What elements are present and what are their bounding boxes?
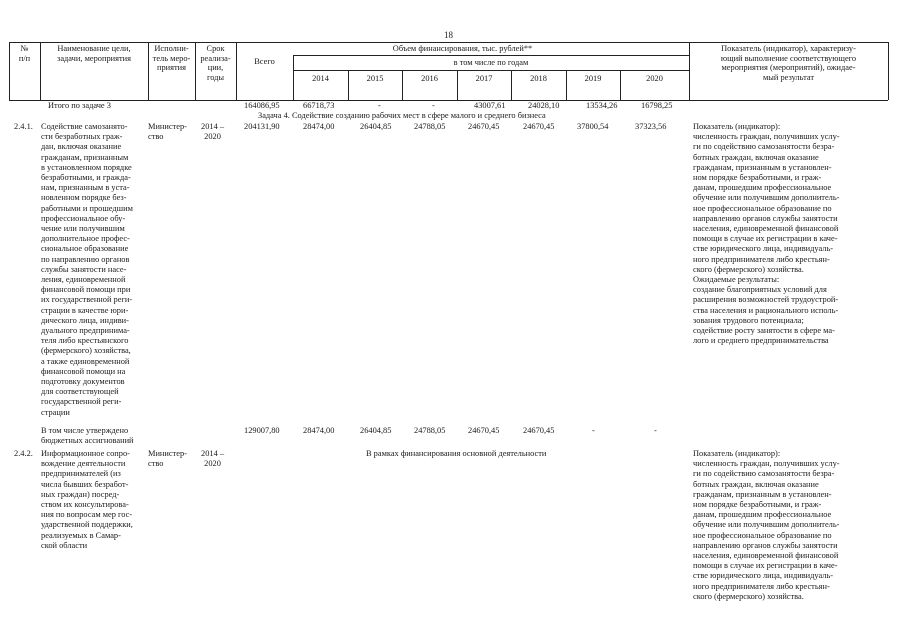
header-year: 2014 xyxy=(312,74,329,83)
text-line: Показатель (индикатор): xyxy=(693,449,781,458)
text-line: Содействие самозанято- xyxy=(41,122,128,131)
text-line: чение или получившим xyxy=(41,224,125,234)
text-line: обучение или получившим дополнитель- xyxy=(693,193,840,203)
row-value: 37323,56 xyxy=(635,122,667,131)
total-row-value: 43007,61 xyxy=(474,101,506,110)
text-line: теля либо крестьянского xyxy=(41,336,129,346)
text-line: ботных граждан, включая оказание xyxy=(693,152,819,162)
row-value: 24670,45 xyxy=(523,122,555,131)
total-row-value: - xyxy=(378,101,381,110)
task-title: Задача 4. Содействие созданию рабочих мест в сфере малого и среднего бизнеса xyxy=(258,111,546,120)
text-line: ления, единовременной xyxy=(41,275,126,285)
budget-row-label xyxy=(41,426,134,446)
text-line: данам, прошедшим профессиональное xyxy=(693,183,832,193)
text-line: дополнительное профес- xyxy=(41,234,130,244)
row-term: 2014 – 2020 xyxy=(201,122,225,142)
text-line: численность граждан, получивших услу- xyxy=(693,459,840,469)
text-line: направлению органов службы занятости xyxy=(693,213,838,223)
text-line: ги по содействию самозанятости безра- xyxy=(693,469,835,479)
text-line: финансовой помощи на xyxy=(41,366,126,376)
text-line: страции в качестве юри- xyxy=(41,305,129,315)
text-line: безработными, и гражда- xyxy=(41,173,131,183)
text-line: гражданам, признанным в установлен- xyxy=(693,489,832,499)
header-year: 2018 xyxy=(530,74,547,83)
row-funding-note: В рамках финансирования основной деятельности xyxy=(366,449,547,458)
text-line: ния по вопросам мер гос- xyxy=(41,510,133,520)
budget-row-value: - xyxy=(592,426,595,435)
text-line: стве юридического лица, индивидуаль- xyxy=(693,244,834,254)
header-year: 2015 xyxy=(366,74,384,83)
text-line: обучение или получившим дополнитель- xyxy=(693,520,840,530)
budget-row-value: 24670,45 xyxy=(468,426,500,435)
header-term: Срок реализа- ции, годы xyxy=(200,44,231,82)
header-year: 2016 xyxy=(421,74,438,83)
total-row-value: 24028,10 xyxy=(528,101,560,110)
text-line: помощи в случае их регистрации в каче- xyxy=(693,234,838,244)
text-line: содействие росту занятости в сфере ма- xyxy=(693,326,835,336)
text-line: Ожидаемые результаты: xyxy=(693,275,780,285)
text-line: В том числе утверждено xyxy=(41,426,129,435)
header-num: № п/п xyxy=(18,44,31,63)
text-line: предпринимателей (из xyxy=(41,469,121,479)
row-name xyxy=(41,122,145,418)
text-line: Информационное сопро- xyxy=(41,449,130,458)
text-line: гражданам, признанным xyxy=(41,152,129,162)
page-number: 18 xyxy=(444,30,453,40)
text-line: работными и прошедшим xyxy=(41,203,133,213)
row-indicator xyxy=(693,122,881,346)
text-line: населения, единовременной финансовой xyxy=(693,551,839,561)
text-line: ном порядке безработными, и граж- xyxy=(693,500,822,510)
text-line: службы занятости насе- xyxy=(41,264,127,274)
text-line: ное профессиональное образование по xyxy=(693,530,832,540)
text-line: финансовой помощи при xyxy=(41,285,131,295)
text-line: дан, включая оказание xyxy=(41,142,122,152)
text-line: ных граждан) посред- xyxy=(41,489,120,499)
row-number: 2.4.2. xyxy=(14,449,33,458)
budget-row-total: 129007,80 xyxy=(244,426,280,435)
header-year: 2019 xyxy=(584,74,602,83)
text-line: помощи в случае их регистрации в каче- xyxy=(693,561,838,571)
text-line: дического лица, индиви- xyxy=(41,315,129,325)
text-line: Показатель (индикатор): xyxy=(693,122,781,131)
text-line: ном порядке безработными, и граж- xyxy=(693,173,822,183)
text-line: вождение деятельности xyxy=(41,459,126,469)
header-funding: Объем финансирования, тыс. рублей** xyxy=(392,44,533,53)
total-row-value: 66718,73 xyxy=(303,101,335,110)
header-year: 2020 xyxy=(646,74,663,83)
text-line: дуального предпринима- xyxy=(41,326,130,336)
row-total: 204131,90 xyxy=(244,122,280,131)
row-term: 2014 – 2020 xyxy=(201,449,225,469)
text-line: ударственной поддержки, xyxy=(41,520,133,530)
text-line: их государственной реги- xyxy=(41,295,133,305)
header-year: 2017 xyxy=(475,74,493,83)
budget-row-value: 24670,45 xyxy=(523,426,555,435)
row-indicator xyxy=(693,449,881,602)
text-line: ского (фермерского) хозяйства. xyxy=(693,591,804,601)
header-executor: Исполни- тель меро- приятия xyxy=(152,44,191,73)
text-line: стве юридического лица, индивидуаль- xyxy=(693,571,834,581)
row-name xyxy=(41,449,145,551)
text-line: новленном порядке без- xyxy=(41,193,127,203)
text-line: ги по содействию самозанятости безра- xyxy=(693,142,835,152)
text-line: числа бывших безработ- xyxy=(41,479,129,489)
text-line: гражданам, признанным в установлен- xyxy=(693,162,832,172)
row-number: 2.4.1. xyxy=(14,122,33,131)
text-line: а также единовременной xyxy=(41,356,130,366)
budget-row-value: 24788,05 xyxy=(414,426,446,435)
text-line: ное профессиональное образование по xyxy=(693,203,832,213)
text-line: ства населения и рационального исполь- xyxy=(693,305,839,315)
total-row-value: 13534,26 xyxy=(586,101,618,110)
budget-row-value: 26404,85 xyxy=(360,426,392,435)
header-by-year: в том числе по годам xyxy=(453,58,529,67)
row-executor: Министер- ство xyxy=(148,122,187,142)
text-line: численность граждан, получивших услу- xyxy=(693,132,840,142)
text-line: ского (фермерского) хозяйства. xyxy=(693,264,804,274)
budget-row-value: - xyxy=(654,426,657,435)
row-value: 28474,00 xyxy=(303,122,335,131)
text-line: в установленном порядке xyxy=(41,162,132,172)
header-total: Всего xyxy=(254,57,275,66)
text-line: ного предпринимателя либо крестьян- xyxy=(693,581,830,591)
text-line: ской области xyxy=(41,540,88,550)
row-value: 26404,85 xyxy=(360,122,392,131)
total-row-label: Итого по задаче 3 xyxy=(48,101,111,110)
budget-row-value: 28474,00 xyxy=(303,426,335,435)
text-line: ботных граждан, включая оказание xyxy=(693,479,819,489)
total-row-value: 16798,25 xyxy=(641,101,673,110)
text-line: сиональное образование xyxy=(41,244,129,254)
text-line: расширения возможностей трудоустрой- xyxy=(693,295,839,305)
text-line: (фермерского) хозяйства, xyxy=(41,346,131,356)
row-value: 24788,05 xyxy=(414,122,446,131)
text-line: государственной реги- xyxy=(41,397,122,407)
text-line: зования трудового потенциала; xyxy=(693,315,804,325)
text-line: профессиональное обу- xyxy=(41,213,126,223)
text-line: создание благоприятных условий для xyxy=(693,285,827,295)
row-value: 37800,54 xyxy=(577,122,609,131)
text-line: сти безработных граж- xyxy=(41,132,123,142)
text-line: данам, прошедшим профессиональное xyxy=(693,510,832,520)
text-line: ного предпринимателя либо крестьян- xyxy=(693,254,830,264)
text-line: реализуемых в Самар- xyxy=(41,530,121,540)
text-line: бюджетных ассигнований xyxy=(41,436,134,446)
text-line: направлению органов службы занятости xyxy=(693,540,838,550)
text-line: населения, единовременной финансовой xyxy=(693,224,839,234)
total-row-value: - xyxy=(432,101,435,110)
total-row-total: 164086,95 xyxy=(244,101,280,110)
row-executor: Министер- ство xyxy=(148,449,187,469)
text-line: страции xyxy=(41,407,70,417)
header-name: Наименование цели, задачи, мероприятия xyxy=(57,44,131,63)
text-line: по направлению органов xyxy=(41,254,130,264)
text-line: для соответствующей xyxy=(41,387,119,397)
text-line: нам, признанным в уста- xyxy=(41,183,130,193)
text-line: ством их консультирова- xyxy=(41,500,129,510)
header-indicator: Показатель (индикатор), характеризу- ющий выполнение соответствующего мероприятия (мероприятий), ожидае- мый результат xyxy=(720,44,857,82)
text-line: лого и среднего предпринимательства xyxy=(693,336,829,346)
row-value: 24670,45 xyxy=(468,122,500,131)
text-line: подготовку документов xyxy=(41,377,125,387)
